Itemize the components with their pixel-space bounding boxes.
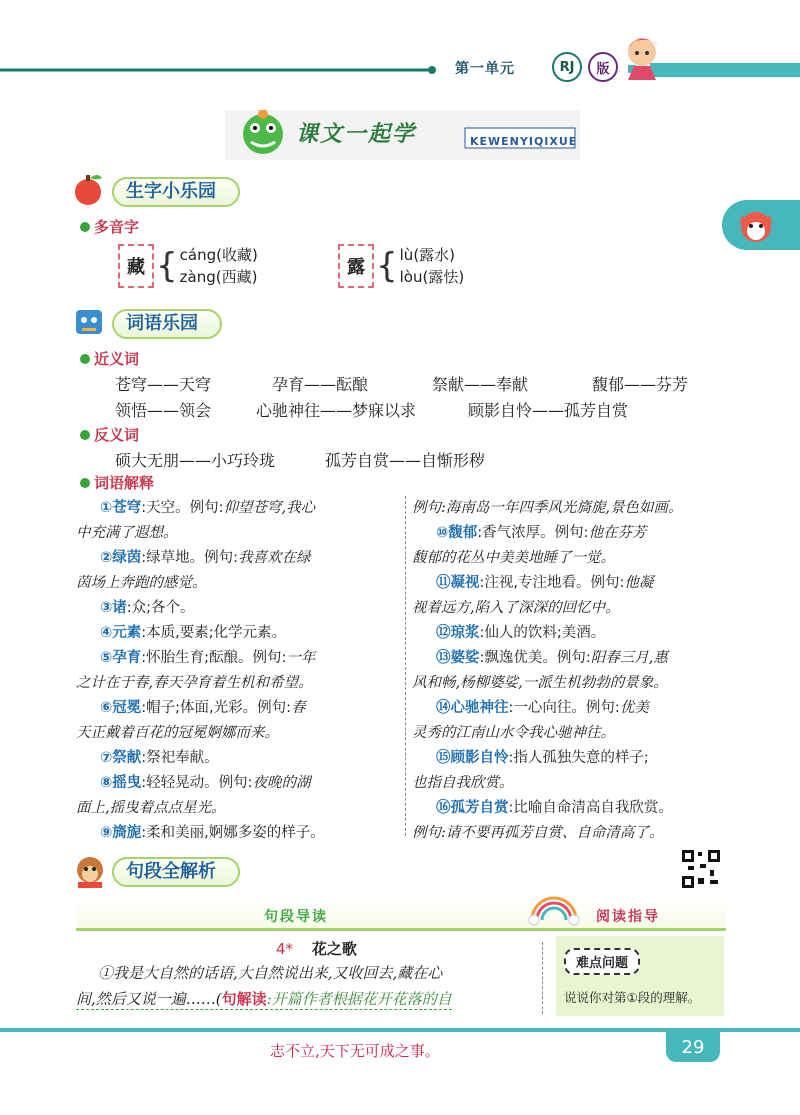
antonym-pair: 硕大无朋——小巧玲珑 xyxy=(115,451,276,470)
brace-icon: { xyxy=(156,246,178,286)
section-title: 生字小乐园 xyxy=(112,177,240,207)
definition-line xyxy=(412,671,730,696)
definition-text: :本质,要素;化学元素。 xyxy=(141,625,287,641)
difficulty-box-text: 说说你对第①段的理解。 xyxy=(564,990,701,1005)
difficulty-box xyxy=(556,936,724,1016)
synonym-pair: 领悟——领会 xyxy=(115,401,212,420)
definition-text: :帽子;体面,光彩。例句: xyxy=(141,700,292,716)
definition-line xyxy=(76,771,398,796)
section-header-vocabulary xyxy=(70,304,270,340)
definition-example: 我喜欢在绿 xyxy=(238,550,311,566)
definition-line xyxy=(76,621,398,646)
guide-right-label: 阅读指导 xyxy=(596,909,660,925)
synonym-pair: 顾影自怜——孤芳自赏 xyxy=(468,401,629,420)
definition-term: ⑦祭献 xyxy=(100,750,142,766)
definition-line xyxy=(76,671,398,696)
definition-line xyxy=(76,696,398,721)
edition-ban-badge: 版 xyxy=(588,52,618,82)
definition-term: ③诸 xyxy=(100,600,127,616)
polyphone-char: 藏 xyxy=(118,244,154,288)
definition-term: ⑫琼浆 xyxy=(436,625,480,641)
definition-example: 阳春三月,惠 xyxy=(590,650,668,666)
definition-line xyxy=(76,746,398,771)
definition-term: ⑪凝视 xyxy=(436,575,480,591)
bullet-dot-icon xyxy=(80,478,90,488)
definition-line xyxy=(412,746,730,771)
fox-mascot-icon xyxy=(736,205,776,245)
section-title: 词语乐园 xyxy=(112,309,222,339)
reading-2: lòu(露怯) xyxy=(399,268,465,286)
definition-example: 天正戴着百花的冠冕婀娜而来。 xyxy=(76,725,279,741)
definition-term: ⑧摇曳 xyxy=(100,775,142,791)
definition-text: :天空。例句: xyxy=(141,500,224,516)
definition-line xyxy=(76,646,398,671)
edition-badge: RJ xyxy=(552,52,582,82)
definition-example: 中充满了遐想。 xyxy=(76,525,178,541)
definition-line xyxy=(412,821,730,846)
lesson-heading xyxy=(276,938,357,959)
girl-mascot-icon xyxy=(612,30,672,80)
definition-line xyxy=(412,721,730,746)
reading-1: cáng(收藏) xyxy=(179,246,258,264)
sub-heading-polyphone: 多音字 xyxy=(80,216,139,237)
definition-text: :一心向往。例句: xyxy=(508,700,620,716)
guide-left-label: 句段导读 xyxy=(264,909,328,925)
definition-example: 之计在于春,春天孕育着生机和希望。 xyxy=(76,675,313,691)
column-divider xyxy=(405,496,407,836)
definition-text: :香气浓厚。例句: xyxy=(477,525,589,541)
definition-line xyxy=(76,796,398,821)
definition-line xyxy=(412,546,730,571)
definition-term: ①苍穹 xyxy=(100,500,142,516)
definition-text: :仙人的饮料;美酒。 xyxy=(479,625,606,641)
definition-text: :注视,专注地看。例句: xyxy=(479,575,625,591)
definition-line xyxy=(412,621,730,646)
qr-code-icon xyxy=(680,848,722,890)
passage-line-2: 间,然后又说一遍……(句解读:开篇作者根据花开花落的自 xyxy=(76,990,452,1008)
bullet-dot-icon xyxy=(80,354,90,364)
bullet-dot-icon xyxy=(80,430,90,440)
definition-line xyxy=(76,596,398,621)
synonym-pair: 孕育——酝酿 xyxy=(272,375,369,394)
definitions-right-column xyxy=(412,496,730,846)
side-tab xyxy=(722,200,800,250)
polyphone-card-1 xyxy=(118,244,258,288)
definition-example: 灵秀的江南山水令我心驰神往。 xyxy=(412,725,615,741)
synonym-pair: 祭献——奉献 xyxy=(432,375,529,394)
definition-line xyxy=(412,796,730,821)
reading-1: lù(露水) xyxy=(399,246,456,264)
robot-mascot-icon xyxy=(70,304,110,340)
definition-term: ⑮顾影自怜 xyxy=(436,750,509,766)
definition-line xyxy=(76,521,398,546)
definition-example: 他在芬芳 xyxy=(588,525,647,541)
definition-example: 夜晚的湖 xyxy=(252,775,311,791)
sub-heading-synonyms: 近义词 xyxy=(80,348,139,369)
definition-example: 面上,摇曳着点点星光。 xyxy=(76,800,226,816)
definition-term: ⑥冠冕 xyxy=(100,700,142,716)
monkey-mascot-icon xyxy=(70,852,110,888)
definition-example: 他凝 xyxy=(624,575,654,591)
definition-term: ②绿茵 xyxy=(100,550,142,566)
synonym-pair: 馥郁——芬芳 xyxy=(592,375,689,394)
section-title: 句段全解析 xyxy=(112,857,240,887)
definition-line xyxy=(76,721,398,746)
definitions-left-column xyxy=(76,496,398,846)
definition-example: 也指自我欣赏。 xyxy=(412,775,514,791)
bullet-dot-icon xyxy=(80,222,90,232)
definition-line xyxy=(76,571,398,596)
unit-label: 第一单元 xyxy=(455,61,515,77)
polyphone-char: 露 xyxy=(338,244,374,288)
definition-line xyxy=(412,596,730,621)
lesson-banner-pinyin: KEWENYIQIXUE xyxy=(470,135,578,148)
section-header-characters xyxy=(70,172,270,208)
definition-text: :指人孤独失意的样子; xyxy=(508,750,649,766)
section-header-analysis xyxy=(70,852,270,888)
definition-example: 例句:请不要再孤芳自赏、自命清高了。 xyxy=(412,825,664,841)
definition-term: ⑤孕育 xyxy=(100,650,142,666)
definition-line xyxy=(76,821,398,846)
lesson-banner-title: 课文一起学 xyxy=(296,122,417,147)
sub-heading-antonyms: 反义词 xyxy=(80,424,139,445)
definition-term: ⑭心驰神往 xyxy=(436,700,509,716)
sub-heading-explanations: 词语解释 xyxy=(80,472,154,493)
apple-mascot-icon xyxy=(70,172,110,208)
definition-line xyxy=(76,496,398,521)
definition-line xyxy=(412,521,730,546)
definition-text: :祭祀奉献。 xyxy=(141,750,219,766)
definition-term: ⑩馥郁 xyxy=(436,525,478,541)
annotation-label: 句解读 xyxy=(221,990,267,1008)
definition-example: 视着远方,陷入了深深的回忆中。 xyxy=(412,600,620,616)
definition-text: :轻轻晃动。例句: xyxy=(141,775,253,791)
difficulty-box-title: 难点问题 xyxy=(564,948,640,975)
definition-line xyxy=(412,571,730,596)
header-band xyxy=(0,60,800,80)
footer-motto: 志不立,天下无可成之事。 xyxy=(270,1042,440,1060)
definition-example: 风和畅,杨柳婆娑,一派生机勃勃的景象。 xyxy=(412,675,668,691)
lesson-title: 花之歌 xyxy=(311,940,357,958)
definition-term: ⑬婆娑 xyxy=(436,650,480,666)
definition-term: ⑯孤芳自赏 xyxy=(436,800,509,816)
definition-line xyxy=(412,646,730,671)
definition-text: :飘逸优美。例句: xyxy=(479,650,591,666)
definition-example: 仰望苍穹,我心 xyxy=(223,500,316,516)
definition-example: 馥郁的花丛中美美地睡了一觉。 xyxy=(412,550,615,566)
rainbow-cloud-icon xyxy=(526,896,582,926)
definition-example: 茵场上奔跑的感觉。 xyxy=(76,575,207,591)
antonym-pair: 孤芳自赏——自惭形秽 xyxy=(325,451,486,470)
passage-divider xyxy=(542,942,544,1014)
lesson-number: 4* xyxy=(276,940,294,958)
definition-line xyxy=(76,546,398,571)
reading-2: zàng(西藏) xyxy=(179,268,258,286)
definition-text: :比喻自命清高自我欣赏。 xyxy=(508,800,673,816)
definition-line xyxy=(412,696,730,721)
definition-term: ⑨旖旎 xyxy=(100,825,142,841)
definition-text: :绿草地。例句: xyxy=(141,550,239,566)
synonym-pair: 心驰神往——梦寐以求 xyxy=(256,401,417,420)
definition-example: 一年 xyxy=(286,650,316,666)
definition-line xyxy=(412,771,730,796)
definition-term: ④元素 xyxy=(100,625,142,641)
definition-example: 优美 xyxy=(619,700,649,716)
definition-text: :众;各个。 xyxy=(126,600,195,616)
definition-text: :柔和美丽,婀娜多姿的样子。 xyxy=(141,825,325,841)
synonym-pair: 苍穹——天穹 xyxy=(115,375,212,394)
polyphone-card-2 xyxy=(338,244,464,288)
definition-example: 例句:海南岛一年四季风光旖旎,景色如画。 xyxy=(412,500,683,516)
definition-text: :怀胎生育;酝酿。例句: xyxy=(141,650,287,666)
brace-icon: { xyxy=(376,246,398,286)
definition-example: 春 xyxy=(291,700,306,716)
definition-line xyxy=(412,496,730,521)
page-number: 29 xyxy=(666,1032,720,1062)
passage-line-1: ①我是大自然的话语,大自然说出来,又收回去,藏在心 xyxy=(98,964,443,982)
